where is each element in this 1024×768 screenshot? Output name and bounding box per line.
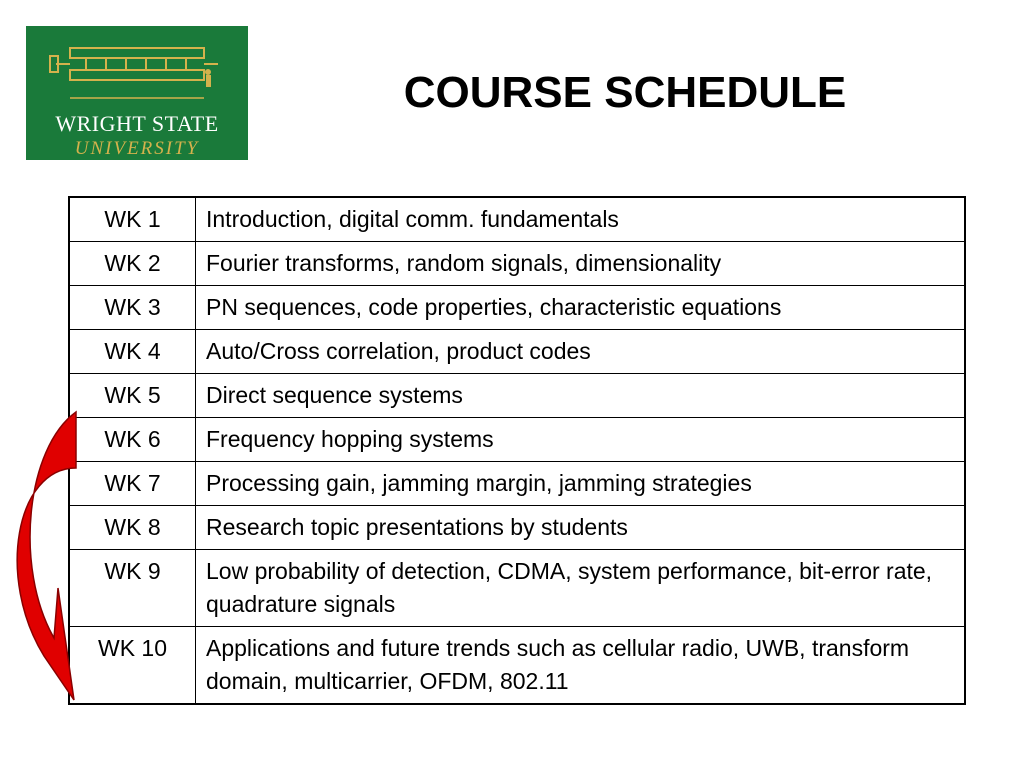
table-row	[69, 627, 965, 705]
table-row	[69, 462, 965, 506]
week-cell: WK 3	[69, 286, 196, 330]
topic-cell: PN sequences, code properties, characteristic equations	[196, 286, 966, 330]
topic-cell: Frequency hopping systems	[196, 418, 966, 462]
week-cell: WK 9	[69, 550, 196, 627]
logo-line-wright-state: WRIGHT STATE	[55, 111, 219, 136]
university-logo	[26, 26, 248, 160]
table-row	[69, 330, 965, 374]
table-row	[69, 374, 965, 418]
topic-cell: Applications and future trends such as cellular radio, UWB, transform domain, multicarrier, OFDM, 802.11	[196, 627, 966, 705]
table-row	[69, 242, 965, 286]
week-cell: WK 10	[69, 627, 196, 705]
topic-cell: Direct sequence systems	[196, 374, 966, 418]
week-cell: WK 1	[69, 197, 196, 242]
week-cell: WK 4	[69, 330, 196, 374]
week-cell: WK 2	[69, 242, 196, 286]
page-title: COURSE SCHEDULE	[403, 68, 847, 117]
schedule-table	[68, 196, 966, 705]
topic-cell: Processing gain, jamming margin, jamming strategies	[196, 462, 966, 506]
table-row	[69, 506, 965, 550]
topic-cell: Research topic presentations by students	[196, 506, 966, 550]
topic-cell: Introduction, digital comm. fundamentals	[196, 197, 966, 242]
topic-cell: Auto/Cross correlation, product codes	[196, 330, 966, 374]
logo-line-university: UNIVERSITY	[74, 138, 200, 159]
week-cell: WK 6	[69, 418, 196, 462]
topic-cell: Fourier transforms, random signals, dimensionality	[196, 242, 966, 286]
table-row	[69, 197, 965, 242]
table-row	[69, 286, 965, 330]
topic-cell: Low probability of detection, CDMA, system performance, bit-error rate, quadrature signals	[196, 550, 966, 627]
week-cell: WK 8	[69, 506, 196, 550]
curved-arrow-icon	[16, 408, 86, 708]
week-cell: WK 5	[69, 374, 196, 418]
table-row	[69, 550, 965, 627]
week-cell: WK 7	[69, 462, 196, 506]
table-row	[69, 418, 965, 462]
